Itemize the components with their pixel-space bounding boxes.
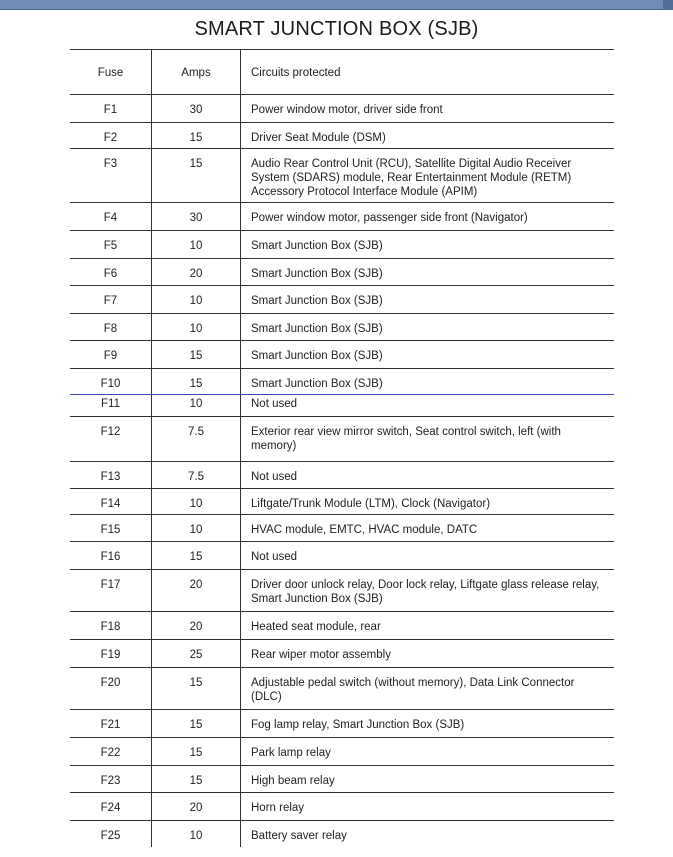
table-row xyxy=(70,668,614,710)
fuse-cell: F15 xyxy=(70,515,152,541)
window-top-bar xyxy=(0,0,673,10)
column-header-circuits: Circuits protected xyxy=(251,67,341,79)
amps-cell: 30 xyxy=(152,95,241,122)
fuse-cell: F10 xyxy=(70,369,152,394)
column-header-fuse: Fuse xyxy=(70,50,152,94)
fuse-cell: F23 xyxy=(70,766,152,792)
amps-cell: 15 xyxy=(152,542,241,569)
circuits-cell: Driver door unlock relay, Door lock relay, Liftgate glass release relay, Smart Junction Box (SJB) xyxy=(251,579,600,605)
amps-cell: 10 xyxy=(152,286,241,313)
table-row xyxy=(70,203,614,231)
fuse-table xyxy=(70,49,614,847)
amps-cell: 30 xyxy=(152,203,241,230)
amps-cell: 15 xyxy=(152,668,241,709)
amps-cell: 20 xyxy=(152,259,241,285)
fuse-cell: F14 xyxy=(70,489,152,514)
amps-cell: 7.5 xyxy=(152,417,241,461)
fuse-cell: F5 xyxy=(70,231,152,258)
circuits-cell: Audio Rear Control Unit (RCU), Satellite Digital Audio Receiver System (SDARS) module, Rear Entertainment Module (RETM) Accessory Protocol Interface Module (APIM) xyxy=(251,158,572,198)
circuits-cell: Liftgate/Trunk Module (LTM), Clock (Navigator) xyxy=(251,498,491,510)
fuse-cell: F22 xyxy=(70,738,152,765)
table-row xyxy=(70,515,614,542)
table-row xyxy=(70,462,614,489)
circuits-cell: Not used xyxy=(251,398,298,410)
window-top-bar-corner xyxy=(663,0,673,10)
amps-cell: 15 xyxy=(152,341,241,368)
fuse-cell: F20 xyxy=(70,668,152,709)
circuits-cell: Fog lamp relay, Smart Junction Box (SJB) xyxy=(251,719,465,731)
fuse-cell: F9 xyxy=(70,341,152,368)
amps-cell: 15 xyxy=(152,123,241,148)
amps-cell: 10 xyxy=(152,821,241,847)
amps-cell: 15 xyxy=(152,738,241,765)
circuits-cell: Adjustable pedal switch (without memory), Data Link Connector (DLC) xyxy=(251,677,575,703)
fuse-cell: F17 xyxy=(70,570,152,611)
fuse-cell: F13 xyxy=(70,462,152,488)
amps-cell: 15 xyxy=(152,710,241,737)
table-row xyxy=(70,766,614,793)
fuse-cell: F6 xyxy=(70,259,152,285)
table-row xyxy=(70,489,614,515)
amps-cell: 7.5 xyxy=(152,462,241,488)
table-row xyxy=(70,231,614,259)
circuits-cell: Exterior rear view mirror switch, Seat control switch, left (with memory) xyxy=(251,426,561,452)
amps-cell: 15 xyxy=(152,766,241,792)
circuits-cell: Power window motor, passenger side front (Navigator) xyxy=(251,212,528,224)
table-row xyxy=(70,640,614,668)
fuse-cell: F24 xyxy=(70,793,152,820)
amps-cell: 10 xyxy=(152,395,241,416)
table-row xyxy=(70,123,614,149)
table-row xyxy=(70,821,614,847)
table-row xyxy=(70,710,614,738)
fuse-cell: F3 xyxy=(70,149,152,202)
table-row xyxy=(70,286,614,314)
table-row xyxy=(70,612,614,640)
fuse-cell: F21 xyxy=(70,710,152,737)
table-row xyxy=(70,542,614,570)
circuits-cell: Power window motor, driver side front xyxy=(251,104,443,116)
fuse-cell: F18 xyxy=(70,612,152,639)
circuits-cell: Smart Junction Box (SJB) xyxy=(251,295,383,307)
fuse-cell: F4 xyxy=(70,203,152,230)
fuse-cell: F11 xyxy=(70,395,152,416)
circuits-cell: High beam relay xyxy=(251,775,335,787)
fuse-cell: F1 xyxy=(70,95,152,122)
fuse-cell: F19 xyxy=(70,640,152,667)
table-row xyxy=(70,95,614,123)
table-row xyxy=(70,395,614,417)
fuse-cell: F16 xyxy=(70,542,152,569)
table-row xyxy=(70,570,614,612)
table-row xyxy=(70,369,614,395)
fuse-cell: F8 xyxy=(70,314,152,340)
amps-cell: 10 xyxy=(152,489,241,514)
amps-cell: 15 xyxy=(152,149,241,202)
circuits-cell: Smart Junction Box (SJB) xyxy=(251,240,383,252)
circuits-cell: Horn relay xyxy=(251,802,305,814)
circuits-cell: Smart Junction Box (SJB) xyxy=(251,268,383,280)
page-title: SMART JUNCTION BOX (SJB) xyxy=(194,18,479,40)
amps-cell: 20 xyxy=(152,612,241,639)
amps-cell: 10 xyxy=(152,314,241,340)
fuse-cell: F12 xyxy=(70,417,152,461)
circuits-cell: Park lamp relay xyxy=(251,747,331,759)
table-row xyxy=(70,259,614,286)
table-row xyxy=(70,793,614,821)
amps-cell: 15 xyxy=(152,369,241,394)
circuits-cell: Not used xyxy=(251,471,298,483)
fuse-cell: F2 xyxy=(70,123,152,148)
table-row xyxy=(70,738,614,766)
table-header-row xyxy=(70,50,614,95)
amps-cell: 10 xyxy=(152,515,241,541)
amps-cell: 20 xyxy=(152,570,241,611)
circuits-cell: Driver Seat Module (DSM) xyxy=(251,132,386,144)
circuits-cell: Heated seat module, rear xyxy=(251,621,381,633)
column-header-amps: Amps xyxy=(152,50,241,94)
amps-cell: 20 xyxy=(152,793,241,820)
table-row xyxy=(70,314,614,341)
circuits-cell: Smart Junction Box (SJB) xyxy=(251,323,383,335)
circuits-cell: Battery saver relay xyxy=(251,830,347,842)
fuse-cell: F7 xyxy=(70,286,152,313)
table-row xyxy=(70,341,614,369)
amps-cell: 10 xyxy=(152,231,241,258)
amps-cell: 25 xyxy=(152,640,241,667)
circuits-cell: Smart Junction Box (SJB) xyxy=(251,350,383,362)
circuits-cell: Rear wiper motor assembly xyxy=(251,649,391,661)
table-row xyxy=(70,417,614,462)
circuits-cell: HVAC module, EMTC, HVAC module, DATC xyxy=(251,524,478,536)
circuits-cell: Not used xyxy=(251,551,298,563)
circuits-cell: Smart Junction Box (SJB) xyxy=(251,378,383,390)
table-row xyxy=(70,149,614,203)
fuse-cell: F25 xyxy=(70,821,152,847)
